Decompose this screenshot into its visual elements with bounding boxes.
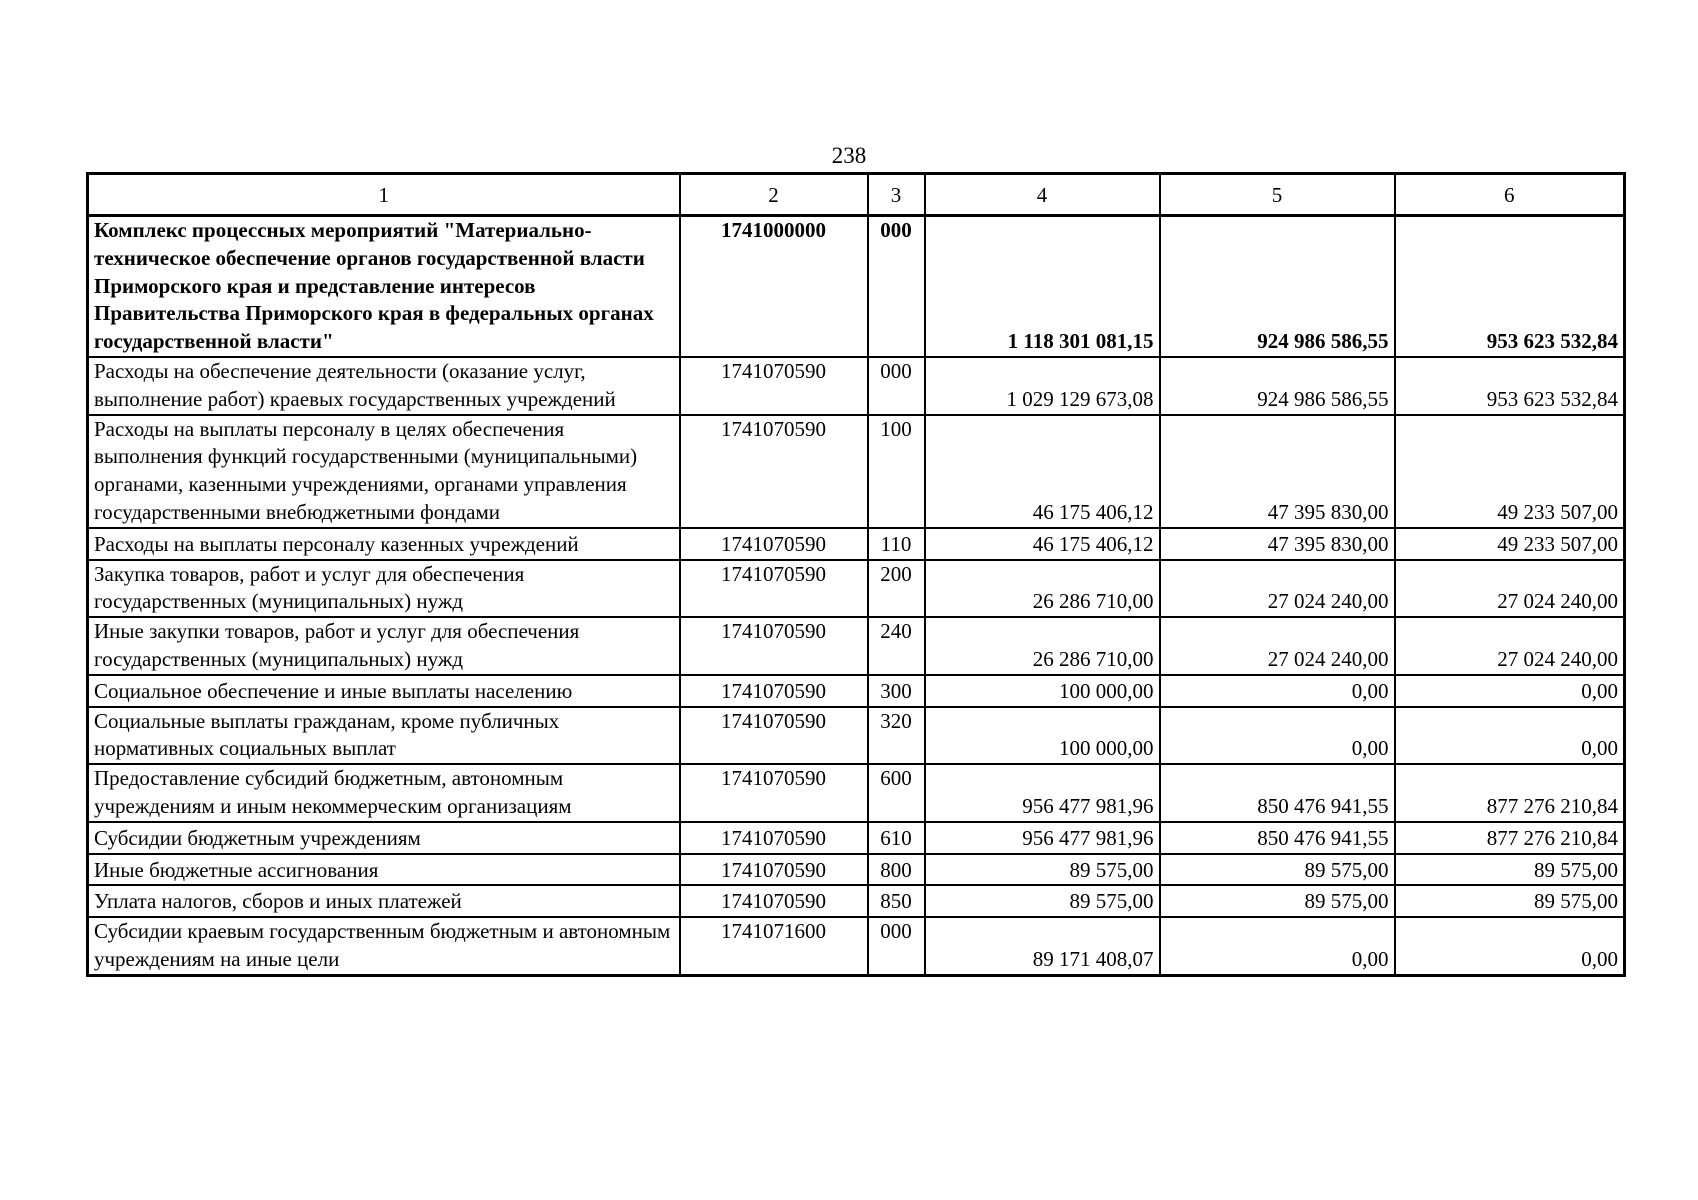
row-amount-col4: 1 029 129 673,08 <box>925 357 1160 415</box>
row-amount-col5: 0,00 <box>1160 707 1395 765</box>
row-amount-col5: 0,00 <box>1160 917 1395 975</box>
table-row <box>88 854 1625 886</box>
column-header-6: 6 <box>1395 174 1625 216</box>
row-expense-kind: 200 <box>868 560 925 618</box>
row-amount-col5: 89 575,00 <box>1160 885 1395 917</box>
page-number: 238 <box>831 143 867 168</box>
row-expense-kind: 610 <box>868 822 925 854</box>
table-row <box>88 216 1625 357</box>
header-row <box>88 174 1625 216</box>
row-amount-col4: 26 286 710,00 <box>925 560 1160 618</box>
row-code: 1741070590 <box>680 822 868 854</box>
row-expense-kind: 850 <box>868 885 925 917</box>
row-name: Расходы на выплаты персоналу казенных учреждений <box>88 528 680 560</box>
row-amount-col4: 956 477 981,96 <box>925 822 1160 854</box>
row-code: 1741070590 <box>680 885 868 917</box>
row-expense-kind: 320 <box>868 707 925 765</box>
row-expense-kind: 600 <box>868 764 925 822</box>
row-code: 1741070590 <box>680 854 868 886</box>
row-amount-col5: 0,00 <box>1160 675 1395 707</box>
row-name: Иные бюджетные ассигнования <box>88 854 680 886</box>
row-code: 1741070590 <box>680 617 868 675</box>
row-amount-col5: 924 986 586,55 <box>1160 357 1395 415</box>
column-header-1: 1 <box>88 174 680 216</box>
row-amount-col6: 49 233 507,00 <box>1395 528 1625 560</box>
row-amount-col5: 89 575,00 <box>1160 854 1395 886</box>
row-expense-kind: 110 <box>868 528 925 560</box>
row-code: 1741070590 <box>680 675 868 707</box>
row-name: Субсидии бюджетным учреждениям <box>88 822 680 854</box>
row-code: 1741070590 <box>680 707 868 765</box>
table-row <box>88 415 1625 528</box>
column-header-3: 3 <box>868 174 925 216</box>
row-name: Социальное обеспечение и иные выплаты населению <box>88 675 680 707</box>
table-row <box>88 917 1625 975</box>
row-code: 1741070590 <box>680 357 868 415</box>
row-expense-kind: 800 <box>868 854 925 886</box>
row-name: Социальные выплаты гражданам, кроме публичных нормативных социальных выплат <box>88 707 680 765</box>
row-name: Закупка товаров, работ и услуг для обеспечения государственных (муниципальных) нужд <box>88 560 680 618</box>
row-amount-col5: 27 024 240,00 <box>1160 560 1395 618</box>
row-amount-col6: 27 024 240,00 <box>1395 617 1625 675</box>
row-name: Предоставление субсидий бюджетным, автономным учреждениям и иным некоммерческим организациям <box>88 764 680 822</box>
table-row <box>88 885 1625 917</box>
row-amount-col6: 89 575,00 <box>1395 885 1625 917</box>
row-name: Субсидии краевым государственным бюджетным и автономным учреждениям на иные цели <box>88 917 680 975</box>
budget-table <box>86 172 1626 977</box>
table-row <box>88 528 1625 560</box>
row-amount-col6: 0,00 <box>1395 917 1625 975</box>
table-row <box>88 707 1625 765</box>
row-amount-col6: 27 024 240,00 <box>1395 560 1625 618</box>
row-amount-col6: 877 276 210,84 <box>1395 822 1625 854</box>
row-expense-kind: 000 <box>868 357 925 415</box>
row-amount-col5: 850 476 941,55 <box>1160 822 1395 854</box>
row-amount-col6: 0,00 <box>1395 675 1625 707</box>
column-header-5: 5 <box>1160 174 1395 216</box>
row-code: 1741070590 <box>680 560 868 618</box>
row-amount-col4: 1 118 301 081,15 <box>925 216 1160 357</box>
row-expense-kind: 240 <box>868 617 925 675</box>
row-code: 1741070590 <box>680 415 868 528</box>
row-amount-col4: 46 175 406,12 <box>925 528 1160 560</box>
table-row <box>88 764 1625 822</box>
row-amount-col6: 0,00 <box>1395 707 1625 765</box>
table-row <box>88 617 1625 675</box>
row-expense-kind: 000 <box>868 216 925 357</box>
row-expense-kind: 000 <box>868 917 925 975</box>
row-amount-col6: 89 575,00 <box>1395 854 1625 886</box>
row-amount-col6: 877 276 210,84 <box>1395 764 1625 822</box>
row-amount-col4: 26 286 710,00 <box>925 617 1160 675</box>
table-row <box>88 357 1625 415</box>
row-amount-col4: 89 575,00 <box>925 885 1160 917</box>
row-code: 1741000000 <box>680 216 868 357</box>
row-name: Уплата налогов, сборов и иных платежей <box>88 885 680 917</box>
row-code: 1741070590 <box>680 528 868 560</box>
row-expense-kind: 100 <box>868 415 925 528</box>
row-amount-col5: 47 395 830,00 <box>1160 528 1395 560</box>
row-amount-col6: 49 233 507,00 <box>1395 415 1625 528</box>
row-amount-col5: 924 986 586,55 <box>1160 216 1395 357</box>
column-header-2: 2 <box>680 174 868 216</box>
row-amount-col5: 27 024 240,00 <box>1160 617 1395 675</box>
row-amount-col4: 89 575,00 <box>925 854 1160 886</box>
row-amount-col4: 46 175 406,12 <box>925 415 1160 528</box>
row-code: 1741070590 <box>680 764 868 822</box>
row-name: Расходы на выплаты персоналу в целях обеспечения выполнения функций государственными (муниципальными) органами, казенными учреждениями, органами управления государственными внебюджетными фондами <box>88 415 680 528</box>
row-amount-col5: 850 476 941,55 <box>1160 764 1395 822</box>
row-amount-col6: 953 623 532,84 <box>1395 216 1625 357</box>
table-row <box>88 822 1625 854</box>
row-amount-col4: 956 477 981,96 <box>925 764 1160 822</box>
table-row <box>88 675 1625 707</box>
row-name: Иные закупки товаров, работ и услуг для обеспечения государственных (муниципальных) нужд <box>88 617 680 675</box>
row-amount-col4: 100 000,00 <box>925 707 1160 765</box>
row-name: Расходы на обеспечение деятельности (оказание услуг, выполнение работ) краевых государственных учреждений <box>88 357 680 415</box>
row-code: 1741071600 <box>680 917 868 975</box>
row-amount-col4: 89 171 408,07 <box>925 917 1160 975</box>
row-amount-col4: 100 000,00 <box>925 675 1160 707</box>
column-header-4: 4 <box>925 174 1160 216</box>
row-amount-col6: 953 623 532,84 <box>1395 357 1625 415</box>
row-amount-col5: 47 395 830,00 <box>1160 415 1395 528</box>
row-name: Комплекс процессных мероприятий "Материально-техническое обеспечение органов государственной власти Приморского края и представление интересов Правительства Приморского края в федеральных органах государственной власти" <box>88 216 680 357</box>
row-expense-kind: 300 <box>868 675 925 707</box>
table-row <box>88 560 1625 618</box>
